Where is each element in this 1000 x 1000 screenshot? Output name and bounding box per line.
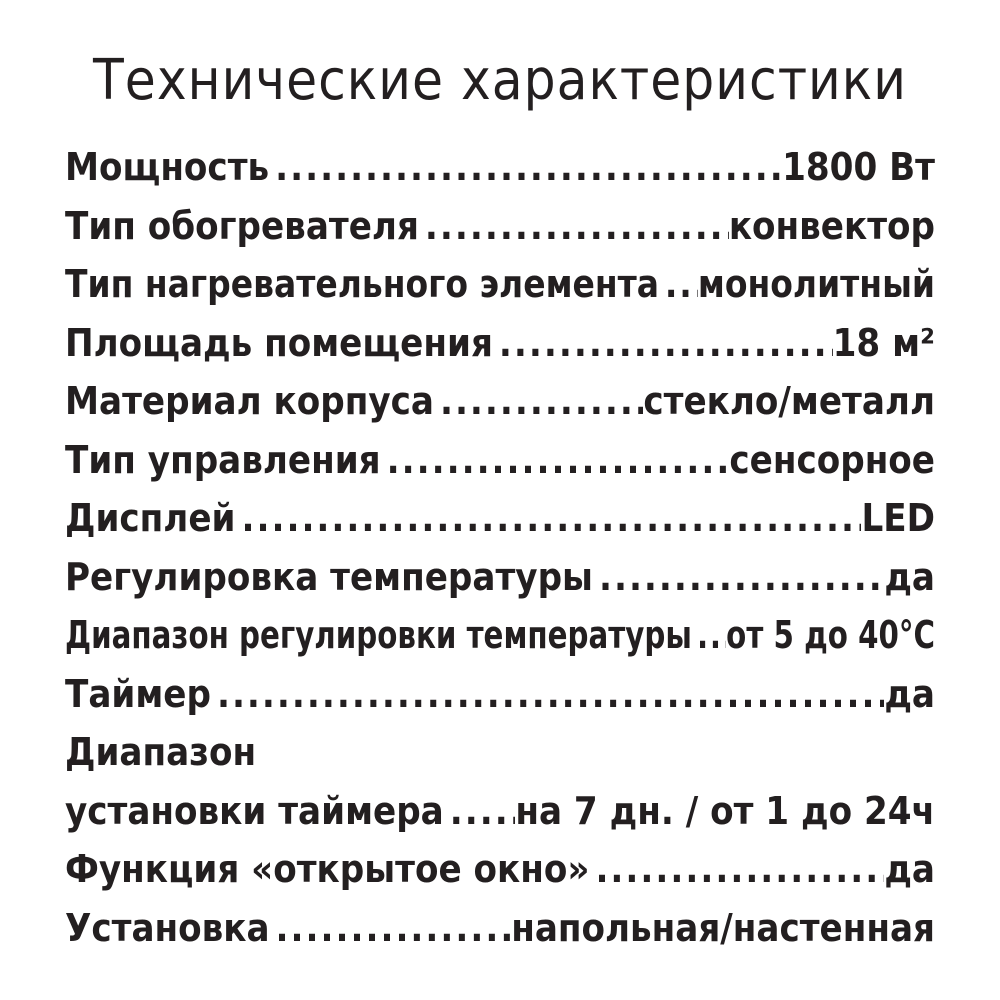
dot-leader (589, 840, 884, 899)
dot-leader (211, 665, 884, 724)
spec-list (65, 138, 935, 957)
page-title: Технические характеристики (93, 48, 907, 113)
spec-value: LED (861, 496, 935, 540)
spec-row-room-area (65, 314, 935, 373)
spec-row-element-type (65, 255, 935, 314)
spec-value: 18 м² (832, 320, 935, 365)
spec-label: установки таймера (65, 788, 444, 833)
spec-row-timer (65, 665, 935, 724)
spec-label: Тип управления (65, 437, 381, 482)
spec-value: да (884, 554, 935, 599)
dot-leader (269, 138, 782, 197)
spec-label: Диапазон (65, 730, 257, 774)
spec-value: монолитный (697, 262, 935, 306)
dot-leader (381, 431, 730, 490)
spec-label: Регулировка температуры (65, 554, 593, 599)
dot-leader (235, 489, 861, 548)
spec-value: на 7 дн. / от 1 до 24ч (515, 788, 935, 833)
spec-value: сенсорное (729, 437, 935, 482)
spec-row-power (65, 138, 935, 197)
spec-value: да (884, 671, 935, 716)
dot-leader (692, 606, 726, 665)
spec-value: да (884, 847, 935, 891)
spec-label: Мощность (65, 145, 270, 189)
spec-label: Материал корпуса (65, 379, 434, 423)
spec-label: Диапазон регулировки температуры (65, 613, 692, 657)
spec-label: Тип нагревательного элемента (65, 262, 660, 306)
dot-leader (493, 314, 833, 373)
spec-value: от 5 до 40°С (726, 613, 935, 657)
spec-label: Площадь помещения (65, 320, 493, 365)
spec-row-display (65, 489, 935, 548)
spec-label: Установка (65, 905, 270, 950)
spec-label: Таймер (65, 671, 211, 716)
spec-row-installation (65, 899, 935, 958)
spec-value: напольная/настенная (511, 905, 935, 950)
dot-leader (444, 782, 516, 841)
spec-row-timer-range (65, 782, 935, 841)
dot-leader (434, 372, 643, 431)
spec-row-temp-regulation (65, 548, 935, 607)
spec-label: Функция «открытое окно» (65, 847, 590, 891)
spec-row-heater-type (65, 197, 935, 256)
spec-value: конвектор (728, 203, 935, 248)
dot-leader (593, 548, 884, 607)
spec-value: 1800 Вт (782, 145, 935, 189)
spec-row-temp-range (65, 606, 935, 665)
dot-leader (419, 197, 729, 256)
spec-label: Дисплей (65, 496, 236, 540)
spec-row-open-window (65, 840, 935, 899)
dot-leader (659, 255, 698, 314)
spec-row-body-material (65, 372, 935, 431)
spec-row-timer-range-heading (65, 723, 935, 782)
spec-label: Тип обогревателя (65, 203, 419, 248)
dot-leader (270, 899, 512, 958)
spec-row-control-type (65, 431, 935, 490)
spec-value: стекло/металл (643, 379, 935, 423)
